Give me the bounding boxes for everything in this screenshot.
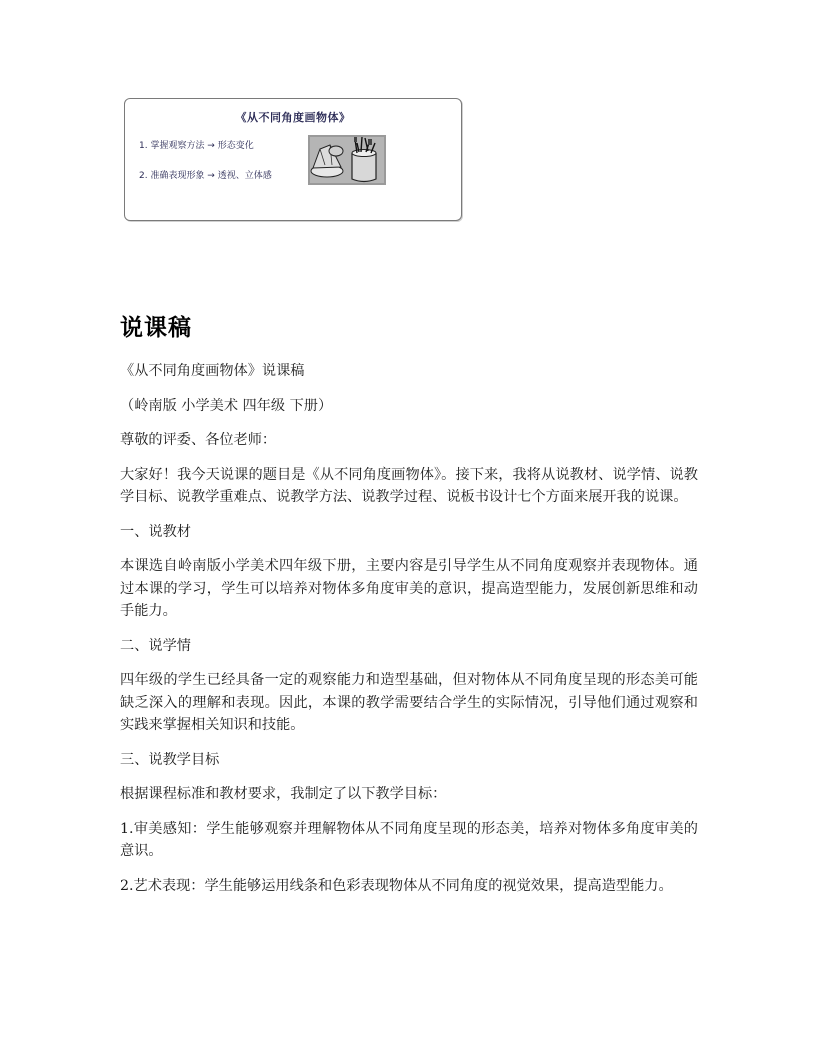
slide-thumbnail <box>124 98 462 221</box>
still-life-sketch-image <box>308 135 386 185</box>
objectives-intro-line: 根据课程标准和教材要求，我制定了以下教学目标： <box>120 786 447 802</box>
section-heading-textbook: 一、说教材 <box>120 523 191 540</box>
textbook-paragraph: 本课选自岭南版小学美术四年级下册，主要内容是引导学生从不同角度观察并表现物体。通过本课的学习，学生可以培养对物体多角度审美的意识，提高造型能力，发展创新思维和动手能力。 <box>120 558 698 619</box>
document-body <box>120 360 698 909</box>
slide-point-2: 2. 准确表现形象 → 透视、立体感 <box>139 171 272 181</box>
lesson-title-line: 《从不同角度画物体》说课稿 <box>120 363 305 379</box>
slide-point-1: 1. 掌握观察方法 → 形态变化 <box>139 141 254 151</box>
objective-item-1: 1.审美感知：学生能够观察并理解物体从不同角度呈现的形态美，培养对物体多角度审美的意识。 <box>120 820 698 859</box>
objective-item-2: 2.艺术表现：学生能够运用线条和色彩表现物体从不同角度的视觉效果，提高造型能力。 <box>120 877 673 894</box>
intro-paragraph: 大家好！我今天说课的题目是《从不同角度画物体》。接下来，我将从说教材、说学情、说教学目标、说教学重难点、说教学方法、说教学过程、说板书设计七个方面来展开我的说课。 <box>120 466 698 505</box>
slide-title: 《从不同角度画物体》 <box>235 111 351 124</box>
textbook-edition-line: （岭南版 小学美术 四年级 下册） <box>120 397 333 414</box>
document-heading: 说课稿 <box>120 315 192 341</box>
greeting-line: 尊敬的评委、各位老师： <box>120 432 277 448</box>
section-heading-objectives: 三、说教学目标 <box>120 751 220 768</box>
section-heading-students: 二、说学情 <box>120 637 191 654</box>
students-paragraph: 四年级的学生已经具备一定的观察能力和造型基础，但对物体从不同角度呈现的形态美可能缺乏深入的理解和表现。因此，本课的教学需要结合学生的实际情况，引导他们通过观察和实践来掌握相关知识和技能。 <box>120 672 698 733</box>
